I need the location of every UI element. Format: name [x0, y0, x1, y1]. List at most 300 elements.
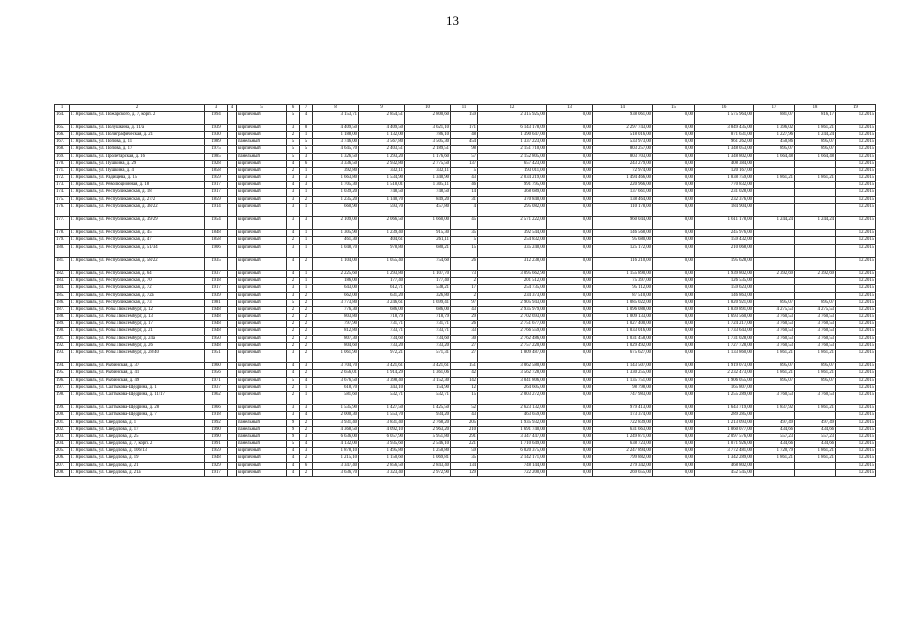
table-cell: 2 972,90 — [405, 469, 451, 476]
table-cell: 5 — [287, 377, 300, 384]
table-cell: 220 966,00 — [593, 182, 653, 189]
table-cell: 895,07 — [795, 139, 836, 146]
table-cell: 3 773,80 — [313, 299, 359, 306]
table-cell: 0,00 — [653, 350, 695, 363]
table-cell: 2 — [287, 237, 300, 244]
table-cell: 1 029 492,00 — [593, 342, 653, 349]
table-row — [55, 244, 876, 257]
table-cell: 200. — [55, 412, 70, 419]
table-cell — [228, 455, 237, 462]
table-cell: 1948 — [205, 328, 228, 335]
table-cell: 895,07 — [754, 377, 795, 384]
table-cell: 1 820 921,00 — [695, 299, 754, 306]
table-cell: 12.2015 — [836, 167, 876, 174]
table-cell: 179. — [55, 237, 70, 244]
column-header: 17 — [754, 105, 795, 112]
table-cell: 0,00 — [653, 370, 695, 377]
table-cell: кирпичный — [237, 412, 287, 419]
table-cell: 0,00 — [653, 230, 695, 237]
table-cell: 3 246,61 — [359, 299, 405, 306]
table-cell: 120 167,00 — [695, 167, 754, 174]
table-cell: 748,50 — [359, 189, 405, 196]
table-cell: 2 — [300, 455, 313, 462]
table-cell: 5 — [451, 167, 478, 174]
table-row — [55, 314, 876, 321]
table-cell: 6 020 375,00 — [478, 448, 547, 455]
table-cell — [795, 469, 836, 476]
table-cell: 1991 — [205, 441, 228, 448]
table-cell: 0,00 — [653, 111, 695, 124]
table-cell: 138 464,00 — [593, 196, 653, 203]
table-cell: 1948 — [205, 321, 228, 328]
table-cell: 0,00 — [547, 131, 593, 138]
table-cell: 2 — [300, 370, 313, 377]
table-cell: 0,00 — [653, 469, 695, 476]
table-cell: 1 935 932,00 — [478, 419, 547, 426]
table-cell: 2 109,00 — [313, 217, 359, 230]
table-cell: 770 832,00 — [695, 182, 754, 189]
table-row — [55, 203, 876, 216]
table-cell: 1 390 647,00 — [478, 131, 547, 138]
table-cell: Г. Ярославль, ул. Свердлова, д. 25 — [70, 433, 205, 440]
table-cell: Г. Ярославль, ул. Розы Люксембург, д. 17 — [70, 321, 205, 328]
building-register-table — [54, 104, 876, 477]
table-cell: 174. — [55, 189, 70, 196]
table-cell: 12.2015 — [836, 350, 876, 363]
column-header: 5 — [237, 105, 287, 112]
table-cell: 193. — [55, 350, 70, 363]
table-cell: 5 — [300, 146, 313, 153]
table-cell: 167. — [55, 139, 70, 146]
table-row — [55, 462, 876, 469]
table-cell: 1 150,60 — [359, 455, 405, 462]
table-cell: Г. Ярославль, ул. Розы Люксембург, д. 12 — [70, 306, 205, 313]
table-cell: кирпичный — [237, 328, 287, 335]
table-cell — [754, 384, 795, 391]
table-cell: 0,00 — [653, 335, 695, 342]
table-cell: 1 027 400,00 — [593, 321, 653, 328]
table-cell — [795, 230, 836, 237]
table-cell — [228, 285, 237, 292]
table-cell: 1930 — [205, 131, 228, 138]
table-cell: 0,00 — [653, 314, 695, 321]
table-cell: 978,80 — [359, 244, 405, 257]
table-cell: 5 — [287, 146, 300, 153]
table-cell: 643,00 — [313, 285, 359, 292]
table-cell: 75 397,00 — [593, 278, 653, 285]
table-cell: 3 — [287, 244, 300, 257]
table-cell: 129 — [451, 469, 478, 476]
table-cell: 0,00 — [653, 182, 695, 189]
table-cell: 12.2015 — [836, 203, 876, 216]
table-row — [55, 217, 876, 230]
table-cell — [754, 469, 795, 476]
table-cell: 1990 — [205, 433, 228, 440]
table-cell: Г. Ярославль, ул. Салтыкова-Щедрина, д. 7 — [70, 412, 205, 419]
table-cell: 3 760,53 — [754, 321, 795, 328]
table-cell — [228, 384, 237, 391]
table-cell: 168. — [55, 146, 70, 153]
table-cell: 0,00 — [547, 153, 593, 160]
table-cell: 1 293,80 — [359, 270, 405, 277]
table-cell: 1 305,11 — [405, 182, 451, 189]
table-cell: 1 733 643,00 — [695, 328, 754, 335]
table-cell — [228, 244, 237, 257]
table-cell: 1 326,50 — [313, 153, 359, 160]
table-cell: 450,86 — [754, 139, 795, 146]
table-cell: 146 568,00 — [593, 230, 653, 237]
table-cell — [228, 167, 237, 174]
table-cell: 12.2015 — [836, 412, 876, 419]
table-cell: 0,00 — [547, 391, 593, 404]
table-cell: 4 — [287, 455, 300, 462]
table-cell — [228, 350, 237, 363]
table-cell: 196. — [55, 377, 70, 384]
table-cell: 3 — [287, 285, 300, 292]
table-cell: 1 643 719,00 — [695, 405, 754, 412]
table-cell — [228, 405, 237, 412]
table-cell — [228, 321, 237, 328]
table-cell — [754, 244, 795, 257]
table-cell: 0,00 — [547, 217, 593, 230]
table-cell: кирпичный — [237, 244, 287, 257]
table-cell: 0,00 — [547, 350, 593, 363]
table-cell — [795, 292, 836, 299]
table-cell: 1 693 560,00 — [695, 314, 754, 321]
table-cell: 631 663,00 — [593, 426, 653, 433]
table-cell: Г. Ярославль, ул. Розы Люксембург, д. 26 — [70, 342, 205, 349]
table-cell: 0,00 — [653, 270, 695, 277]
table-cell: 4 409,50 — [359, 124, 405, 131]
table-cell: 0,00 — [547, 306, 593, 313]
table-cell: 1917 — [205, 189, 228, 196]
table-cell: 1 361,06 — [405, 370, 451, 377]
table-cell: Г. Ярославль, ул. Республиканская, д. 58/22 — [70, 257, 205, 270]
table-cell: 1 215,10 — [313, 455, 359, 462]
table-cell: 2 — [300, 328, 313, 335]
table-cell — [228, 314, 237, 321]
table-cell: Г. Ярославль, ул. Свердлова, д. 7, корп. 2 — [70, 441, 205, 448]
table-cell: 29 — [451, 314, 478, 321]
table-cell: 1975 — [205, 146, 228, 153]
table-cell: 12.2015 — [836, 285, 876, 292]
table-cell: 188. — [55, 314, 70, 321]
table-cell: 1917 — [205, 285, 228, 292]
table-cell: 0,00 — [653, 412, 695, 419]
table-cell: 0,00 — [547, 328, 593, 335]
table-cell: кирпичный — [237, 146, 287, 153]
table-cell: 1937 — [205, 384, 228, 391]
table-cell: 142 — [451, 377, 478, 384]
table-cell: 0,00 — [653, 299, 695, 306]
table-cell: 0,00 — [547, 433, 593, 440]
table-cell: 343,10 — [359, 384, 405, 391]
table-cell: 182. — [55, 270, 70, 277]
table-cell: 2 000,30 — [313, 412, 359, 419]
table-cell: Г. Ярославль, ул. Рыбинская, д. 41 — [70, 370, 205, 377]
table-cell — [228, 230, 237, 237]
table-cell: 12.2015 — [836, 328, 876, 335]
table-cell: 0,00 — [547, 441, 593, 448]
table-cell: кирпичный — [237, 167, 287, 174]
table-cell: 2 315 925,00 — [478, 111, 547, 124]
table-cell: 3 421,61 — [359, 363, 405, 370]
table-cell: 4 — [451, 203, 478, 216]
table-cell: 797,90 — [313, 321, 359, 328]
table-cell: 2 935 979,00 — [478, 306, 547, 313]
table-cell: 2 — [300, 314, 313, 321]
table-cell: 126 535,00 — [695, 278, 754, 285]
table-cell — [228, 292, 237, 299]
table-cell: 12 — [451, 384, 478, 391]
table-cell: 675 627,00 — [593, 350, 653, 363]
table-cell: Г. Ярославль, ул. Радищева, д. 15 — [70, 175, 205, 182]
table-row — [55, 270, 876, 277]
table-cell: 4 — [287, 230, 300, 237]
table-cell: 1959 — [205, 448, 228, 455]
table-cell: 3 704,70 — [313, 363, 359, 370]
table-cell: 2 — [300, 321, 313, 328]
table-cell: кирпичный — [237, 462, 287, 469]
table-cell: 5 — [287, 299, 300, 306]
table-cell: 0,00 — [653, 328, 695, 335]
table-cell — [228, 426, 237, 433]
column-header: 16 — [695, 105, 754, 112]
table-cell: 3 152,30 — [405, 377, 451, 384]
table-cell: 110 178,00 — [593, 203, 653, 216]
table-cell: 165. — [55, 124, 70, 131]
page-number: 13 — [446, 13, 459, 28]
table-cell — [228, 257, 237, 270]
table-cell: 2 702 693,00 — [478, 314, 547, 321]
table-cell: 172. — [55, 175, 70, 182]
table-cell: 680,21 — [405, 244, 451, 257]
table-cell: 9 — [287, 433, 300, 440]
table-cell: 0,00 — [653, 217, 695, 230]
table-cell — [228, 160, 237, 167]
table-cell: 1948 — [205, 455, 228, 462]
table-cell — [228, 139, 237, 146]
table-cell: 3 347,40 — [313, 462, 359, 469]
table-cell: 0,00 — [653, 139, 695, 146]
table-cell: 6 — [300, 160, 313, 167]
table-cell: 2 392,69 — [754, 270, 795, 277]
table-cell: 2 403,51 — [359, 146, 405, 153]
table-cell: 0,00 — [653, 124, 695, 131]
table-cell: 9 — [287, 419, 300, 426]
table-cell: 3 421,61 — [405, 363, 451, 370]
table-row — [55, 328, 876, 335]
table-cell: 183. — [55, 278, 70, 285]
table-cell — [228, 131, 237, 138]
table-cell: 1 861,21 — [795, 175, 836, 182]
table-cell: 98 — [451, 146, 478, 153]
table-cell: 1 861,21 — [795, 124, 836, 131]
table-cell: 816,17 — [795, 111, 836, 124]
table-cell: 6 636,00 — [313, 433, 359, 440]
table-cell: 2 757 220,00 — [478, 342, 547, 349]
table-cell — [754, 160, 795, 167]
table-cell: 979 413,00 — [593, 405, 653, 412]
table-cell: 1 250,80 — [405, 448, 451, 455]
table-cell — [228, 182, 237, 189]
table-cell: 2 034 219,00 — [478, 175, 547, 182]
table-cell — [754, 189, 795, 196]
table-cell: 195 628,00 — [695, 257, 754, 270]
table-cell: 731,71 — [405, 321, 451, 328]
table-cell — [228, 189, 237, 196]
table-cell: 2 — [300, 350, 313, 363]
table-row — [55, 391, 876, 404]
table-cell: кирпичный — [237, 217, 287, 230]
table-cell: 532,71 — [359, 391, 405, 404]
table-cell: 159 432,00 — [695, 237, 754, 244]
table-cell: 2 854,51 — [359, 111, 405, 124]
table-cell: 457,80 — [405, 203, 451, 216]
table-cell — [228, 342, 237, 349]
table-cell: 4 409,50 — [313, 124, 359, 131]
table-cell: 1 085 022,00 — [593, 299, 653, 306]
table-cell: Г. Ярославль, ул. Розы Люксембург, д. 24а — [70, 335, 205, 342]
table-cell: 895,07 — [795, 299, 836, 306]
table-cell: 199. — [55, 405, 70, 412]
table-cell — [795, 285, 836, 292]
table-cell: 1859 — [205, 196, 228, 203]
table-cell: Г. Ярославль, ул. Свердлова, д. 19 — [70, 455, 205, 462]
table-cell: 776,30 — [313, 306, 359, 313]
table-cell — [754, 203, 795, 216]
table-cell: 518 016,00 — [593, 131, 653, 138]
table-cell: 12.2015 — [836, 153, 876, 160]
table-cell: 4 — [287, 160, 300, 167]
table-cell: 718,79 — [359, 314, 405, 321]
table-cell — [795, 167, 836, 174]
table-row — [55, 299, 876, 306]
table-cell: кирпичный — [237, 299, 287, 306]
table-cell: 368 689,00 — [478, 189, 547, 196]
table-cell: 43 — [451, 306, 478, 313]
table-cell: 2 — [300, 469, 313, 476]
table-cell: 468 802,00 — [695, 462, 754, 469]
column-header: 15 — [653, 105, 695, 112]
table-cell: 748 144,00 — [478, 462, 547, 469]
table-cell: 1 213 093,00 — [695, 419, 754, 426]
table-cell — [228, 419, 237, 426]
table-cell: 2 800,60 — [405, 111, 451, 124]
table-cell: 434,66 — [795, 426, 836, 433]
table-cell: 0,00 — [653, 196, 695, 203]
table-cell: 1 — [300, 237, 313, 244]
table-cell: 0,00 — [653, 278, 695, 285]
table-cell: 1 427,50 — [359, 405, 405, 412]
table-cell: 134 — [451, 462, 478, 469]
table-cell: 1914 — [205, 203, 228, 216]
table-cell: 1 660,00 — [405, 217, 451, 230]
table-cell: 803,80 — [313, 314, 359, 321]
table-cell: Г. Ярославль, ул. Республиканская, д. 18 — [70, 189, 205, 196]
table-cell — [228, 433, 237, 440]
table-cell: 3 676,50 — [313, 377, 359, 384]
table-cell: 1858 — [205, 167, 228, 174]
table-cell: 0,00 — [547, 270, 593, 277]
table-cell: 0,00 — [653, 167, 695, 174]
table-cell — [228, 299, 237, 306]
table-cell: 1 939 802,00 — [695, 270, 754, 277]
table-cell: 232 376,00 — [695, 196, 754, 203]
table-cell: Г. Ярославль, ул. Пожарского, д. 7, корп. 2 — [70, 111, 205, 124]
table-cell: кирпичный — [237, 292, 287, 299]
table-cell: кирпичный — [237, 131, 287, 138]
table-cell: 3 398,40 — [359, 377, 405, 384]
table-cell — [754, 412, 795, 419]
table-cell: 3 760,53 — [754, 342, 795, 349]
table-cell: 4 — [300, 377, 313, 384]
table-cell — [228, 175, 237, 182]
table-cell: 210 — [451, 426, 478, 433]
table-cell: 15 — [451, 391, 478, 404]
table-cell: 0,00 — [653, 448, 695, 455]
table-cell: 1 071 926,00 — [695, 441, 754, 448]
table-cell: 73 — [451, 270, 478, 277]
table-cell: 2 — [300, 342, 313, 349]
table-row — [55, 160, 876, 167]
table-cell: 2 — [300, 196, 313, 203]
table-cell: 3 746,00 — [313, 139, 359, 146]
column-header: 3 — [205, 105, 228, 112]
table-cell: 3 760,53 — [754, 328, 795, 335]
table-cell: 95 112,00 — [593, 285, 653, 292]
table-cell: 2 097 576,00 — [695, 433, 754, 440]
table-cell: 137 661,00 — [593, 189, 653, 196]
table-cell: 187. — [55, 306, 70, 313]
table-cell: 4 — [287, 462, 300, 469]
table-cell — [228, 146, 237, 153]
table-cell: кирпичный — [237, 203, 287, 216]
table-cell: 4 — [287, 363, 300, 370]
table-cell: 175. — [55, 196, 70, 203]
table-cell: кирпичный — [237, 314, 287, 321]
table-cell: 5 — [287, 153, 300, 160]
table-cell: 289 285,00 — [695, 412, 754, 419]
table-row — [55, 469, 876, 476]
table-cell: 98 798,00 — [593, 384, 653, 391]
table-cell: 2 392,69 — [795, 270, 836, 277]
table-cell — [795, 203, 836, 216]
table-cell: 221 — [451, 441, 478, 448]
table-cell: кирпичный — [237, 448, 287, 455]
table-cell: 5 — [451, 237, 478, 244]
table-cell: 1 914,29 — [359, 370, 405, 377]
table-cell: Г. Ярославль, ул. Полиграфическая, д. 21 — [70, 131, 205, 138]
table-cell: 1 720,79 — [754, 448, 795, 455]
table-cell: 1 133 860,00 — [695, 350, 754, 363]
table-cell: 0,00 — [653, 419, 695, 426]
table-cell: 631,20 — [359, 292, 405, 299]
table-cell: 45 — [451, 217, 478, 230]
table-cell — [795, 196, 836, 203]
table-cell: кирпичный — [237, 270, 287, 277]
table-cell: 1 861,21 — [754, 175, 795, 182]
table-cell — [228, 196, 237, 203]
table-cell: 12.2015 — [836, 196, 876, 203]
table-header-row — [55, 105, 876, 112]
table-cell: 434,66 — [754, 426, 795, 433]
table-cell: 0,00 — [653, 292, 695, 299]
table-cell: 1 348 802,00 — [695, 153, 754, 160]
table-cell: 332,11 — [405, 167, 451, 174]
table-cell: 1985 — [205, 153, 228, 160]
column-header: 2 — [70, 105, 205, 112]
